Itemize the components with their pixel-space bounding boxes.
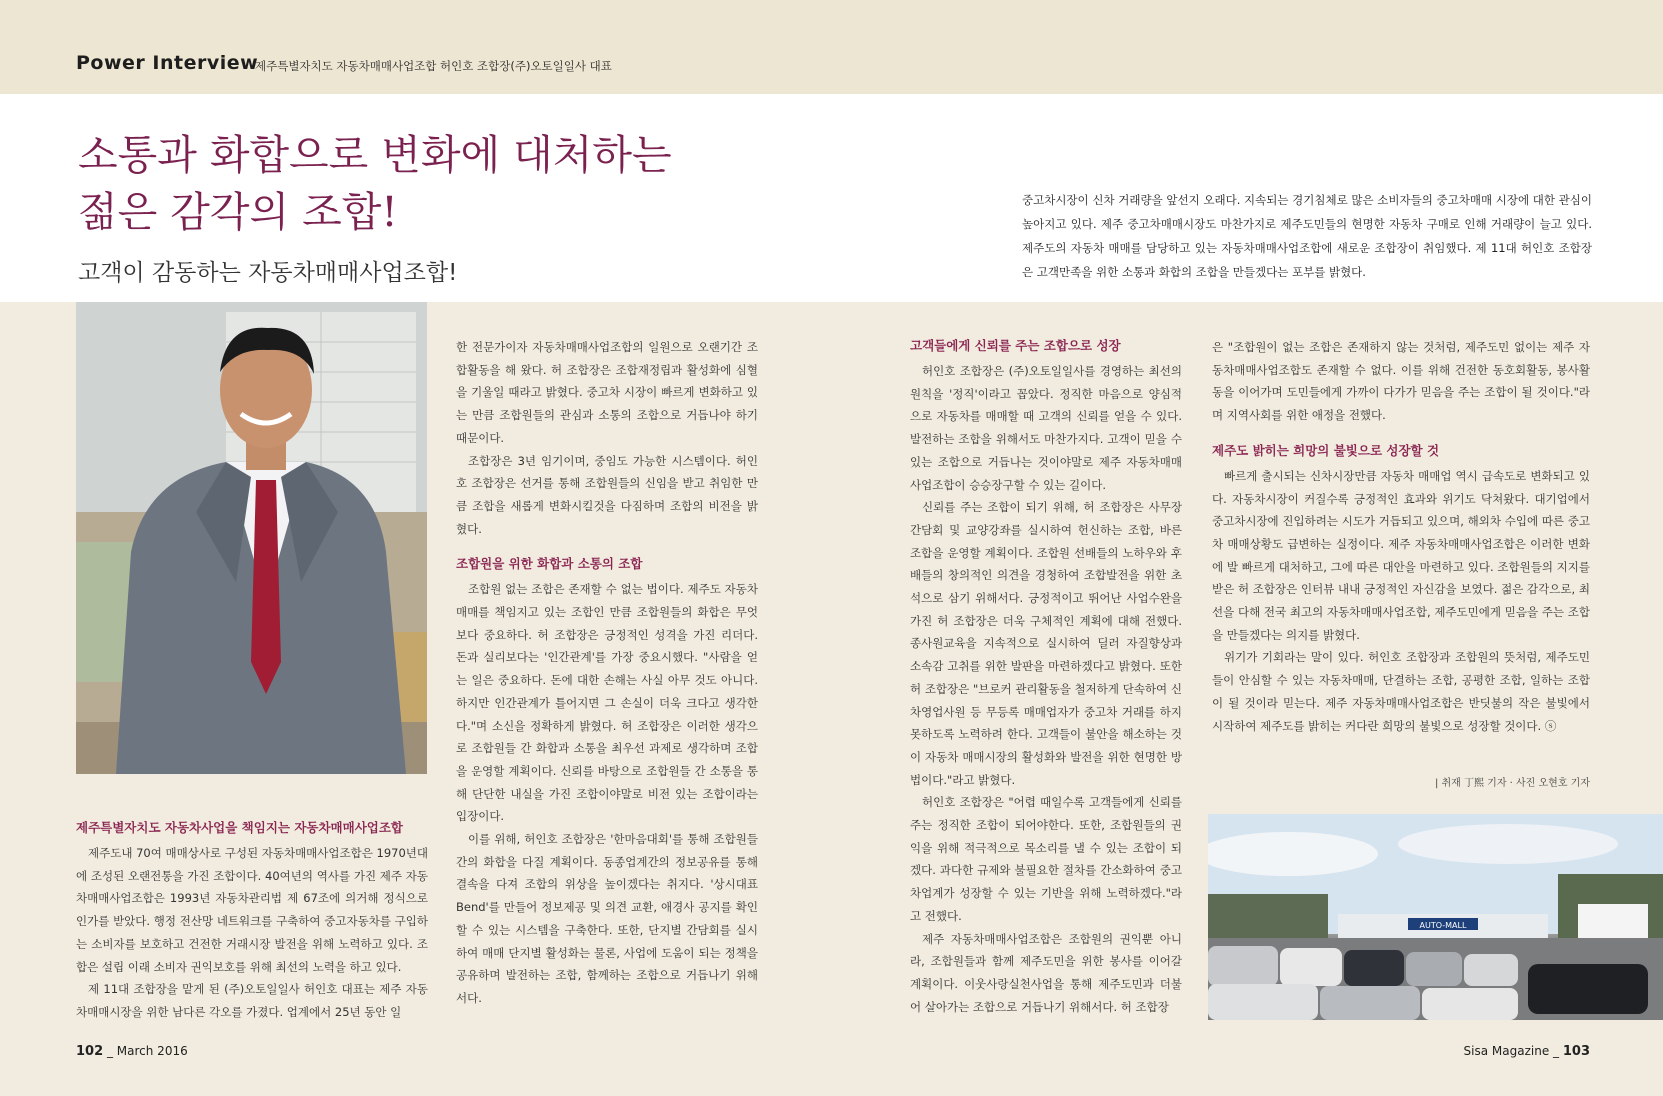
paragraph: 허인호 조합장은 "어렵 때일수록 고객들에게 신뢰를 주는 정직한 조합이 되어야한다. 또한, 조합원들의 권익을 위해 적극적으로 목소리를 낼 수 있는 조합이 되겠다. 과다한 규제와 불필요한 절차를 간소화하여 중고차업계가 성장할 수 있는 기반을 위해 노력하겠다."라고 전했다. bbox=[910, 795, 1182, 923]
paragraph: 제 11대 조합장을 맡게 된 (주)오토일일사 허인호 대표는 제주 자동차매매시장을 위한 남다른 각오를 가졌다. 업계에서 25년 동안 일 bbox=[76, 982, 428, 1019]
article-column-3 bbox=[910, 336, 1182, 1018]
portrait-photo bbox=[76, 302, 427, 774]
paragraph: 한 전문가이자 자동차매매사업조합의 일원으로 오랜기간 조합활동을 해 왔다. 허 조합장은 조합재정립과 활성화에 심혈을 기울일 때라고 밝혔다. 중고차 시장이 빠르게 변화하고 있는 만큼 조합원들의 관심과 소통의 조합으로 거듭나야 하기 때문이다. bbox=[456, 340, 758, 445]
article-column-2 bbox=[456, 336, 758, 1010]
paragraph: 제주도내 70여 매매상사로 구성된 자동차매매사업조합은 1970년대에 조성된 오랜전통을 가진 조합이다. 40여년의 역사를 가진 제주 자동차매매사업조합은 1993년 자동차관리법 제 67조에 의거해 정식으로 인가를 받았다. 행정 전산망 네트워크를 구축하여 중고자동차를 구입하는 소비자를 보호하고 건전한 거래시장 발전을 위해 노력하고 있다. 조합은 설립 이래 소비자 권익보호를 위해 최선의 노력을 하고 있다. bbox=[76, 846, 428, 974]
folio-right-text: Sisa Magazine _ bbox=[1463, 1044, 1560, 1058]
series-title: Power Interview bbox=[76, 52, 259, 74]
paragraph-text: 위기가 기회라는 말이 있다. 허인호 조합장과 조합원의 뜻처럼, 제주도민들이 안심할 수 있는 자동차매매, 단결하는 조합, 공평한 조합, 일하는 조합이 될 것이라 믿는다. 제주 자동차매매사업조합은 반딧불의 작은 불빛에서 시작하여 제주도를 밝히는 커다란 희망의 불빛으로 성장할 것이다. bbox=[1212, 650, 1590, 733]
subheadline: 고객이 감동하는 자동차매매사업조합! bbox=[78, 260, 458, 286]
page-number-right: 103 bbox=[1562, 1044, 1590, 1059]
paragraph: 빠르게 출시되는 신차시장만큼 자동차 매매업 역시 급속도로 변화되고 있다. 자동차시장이 커질수록 긍정적인 효과와 위기도 닥쳐왔다. 대기업에서 중고차시장에 진입하려는 시도가 거듭되고 있으며, 해외차 수입에 따른 중고차 매매상황도 급변하는 실정이다. 제주 자동차매매사업조합은 이러한 변화에 발 빠르게 대처하고, 그에 따른 대안을 마련하고 있다. 조합원들의 지지를 받은 허 조합장은 인터뷰 내내 긍정적인 자신감을 보였다. 젊은 감각으로, 최선을 다해 전국 최고의 자동차매매사업조합, 제주도민에게 믿음을 주는 조합을 만들겠다는 의지를 밝혔다. bbox=[1212, 468, 1590, 642]
folio-left-text: _ March 2016 bbox=[106, 1044, 188, 1058]
section-heading-4: 제주도 밝히는 희망의 불빛으로 성장할 것 bbox=[1212, 442, 1440, 458]
page-number-left: 102 bbox=[76, 1044, 104, 1059]
section-heading-3: 고객들에게 신뢰를 주는 조합으로 성장 bbox=[910, 338, 1121, 353]
byline: | 취재 丁熙 기자 · 사진 오현호 기자 bbox=[1434, 778, 1590, 789]
paragraph: 제주 자동차매매사업조합은 조합원의 권익뿐 아니라, 조합원들과 함께 제주도민을 위한 봉사를 이어갈 계획이다. 이웃사랑실천사업을 통해 제주도민과 더불어 살아가는 조합으로 거듭나기 위해서다. 허 조합장 bbox=[910, 931, 1182, 1014]
paragraph: 허인호 조합장은 (주)오토일일사를 경영하는 최선의 원칙을 '정직'이라고 꼽았다. 정직한 마음으로 양심적으로 자동차를 매매할 때 고객의 신뢰를 얻을 수 있다. 발전하는 조합을 위해서도 마찬가지다. 고객이 믿을 수 있는 조합으로 거듭나는 것이야말로 제주 자동차매매사업조합이 승승장구할 수 있는 길이다. bbox=[910, 364, 1182, 492]
paragraph: 신뢰를 주는 조합이 되기 위해, 허 조합장은 사무장 간담회 및 교양강좌를 실시하여 헌신하는 조합, 바른 조합을 운영할 계획이다. 조합원 선배들의 노하우와 후배들의 창의적인 의견을 경청하여 조합발전을 위한 초석으로 삼기 위해서다. 긍정적이고 뛰어난 사업수완을 가진 허 조합장은 더욱 구체적인 계획에 대해 전했다. 종사원교육을 지속적으로 실시하여 딜러 자질향상과 소속감 고취를 위한 발판을 마련하겠다고 밝혔다. 또한 허 조합장은 "브로커 관리활동을 철저하게 단속하여 신차영업사원 등 무등록 매매업자가 중고차 거래를 하지 못하도록 노력하려 한다. 고객들이 불안을 해소하는 것이 자동차 매매시장의 활성화와 발전을 위한 현명한 방법이다."라고 밝혔다. bbox=[910, 500, 1182, 787]
car-lot-illustration bbox=[1208, 814, 1663, 1020]
folio-left bbox=[76, 1044, 188, 1059]
article-column-4 bbox=[1212, 336, 1590, 737]
paragraph bbox=[1212, 646, 1590, 737]
headline-line-1: 소통과 화합으로 변화에 대처하는 bbox=[78, 131, 672, 179]
portrait-illustration bbox=[76, 302, 427, 774]
paragraph: 은 "조합원이 없는 조합은 존재하지 않는 것처럼, 제주도민 없이는 제주 자동차매매사업조합도 존재할 수 없다. 이를 위해 건전한 동호회활동, 봉사활동을 이어가며 도민들에게 가까이 다가가 믿음을 주는 조합이 될 것이다."라며 지역사회를 위한 애정을 전했다. bbox=[1212, 340, 1590, 423]
lot-sign-text: AUTO-MALL bbox=[1419, 921, 1467, 930]
series-subtitle: 제주특별자치도 자동차매매사업조합 허인호 조합장(주)오토일일사 대표 bbox=[255, 59, 612, 73]
headline bbox=[78, 127, 838, 241]
paragraph: 이를 위해, 허인호 조합장은 '한마음대회'를 통해 조합원들 간의 화합을 다질 계획이다. 동종업계간의 정보공유를 통해 결속을 다져 조합의 위상을 높이겠다는 취지다. '상시대표 Bend'를 만들어 정보제공 및 의견 교환, 애경사 공지를 확인할 수 있는 시스템을 구축한다. 또한, 단지별 간담회를 실시하여 매매 단지별 활성화는 물론, 사업에 도움이 되는 정책을 공유하며 발전하는 조합, 함께하는 조합으로 거듭나기 위해서다. bbox=[456, 832, 758, 1005]
car-lot-photo bbox=[1208, 814, 1663, 1020]
headline-line-2: 젊은 감각의 조합! bbox=[78, 188, 398, 236]
folio-right bbox=[1440, 1044, 1590, 1059]
section-heading-1: 제주특별자치도 자동차사업을 책임지는 자동차매매사업조합 bbox=[76, 820, 404, 835]
header-band bbox=[0, 0, 1663, 94]
end-mark: ⓢ bbox=[1544, 718, 1557, 733]
lead-paragraph: 중고차시장이 신차 거래량을 앞선지 오래다. 지속되는 경기침체로 많은 소비자들의 중고차매매 시장에 대한 관심이 높아지고 있다. 제주 중고차매매시장도 마찬가지로 제주도민들의 현명한 자동차 구매로 인해 거래량이 늘고 있다. 제주도의 자동차 매매를 담당하고 있는 자동차매매사업조합에 새로운 조합장이 취임했다. 제 11대 허인호 조합장은 고객만족을 위한 소통과 화합의 조합을 만들겠다는 포부를 밝혔다. bbox=[1022, 193, 1592, 279]
paragraph: 조합원 없는 조합은 존재할 수 없는 법이다. 제주도 자동차매매를 책임지고 있는 조합인 만큼 조합원들의 화합은 무엇보다 중요하다. 허 조합장은 긍정적인 성격을 가진 리더다. 돈과 실리보다는 '인간관계'를 가장 중요시했다. "사람을 얻는 일은 중요하다. 돈에 대한 손해는 사실 아무 것도 아니다. 하지만 인간관계가 틀어지면 그 손실이 더욱 크다고 생각한다."며 소신을 정확하게 밝혔다. 허 조합장은 이러한 생각으로 조합원들 간 화합과 소통을 최우선 과제로 생각하며 조합을 운영할 계획이다. 신뢰를 바탕으로 조합원들 간 소통을 통해 단단한 내실을 가진 조합이야말로 비전 있는 조합이라는 입장이다. bbox=[456, 582, 758, 824]
section-heading-2: 조합원을 위한 화합과 소통의 조합 bbox=[456, 556, 643, 572]
article-column-1 bbox=[76, 818, 428, 1024]
paragraph: 조합장은 3년 임기이며, 중임도 가능한 시스템이다. 허인호 조합장은 선거를 통해 조합원들의 신임을 받고 취임한 만큼 조합을 새롭게 변화시킬것을 다짐하며 조합의 비전을 밝혔다. bbox=[456, 453, 758, 536]
